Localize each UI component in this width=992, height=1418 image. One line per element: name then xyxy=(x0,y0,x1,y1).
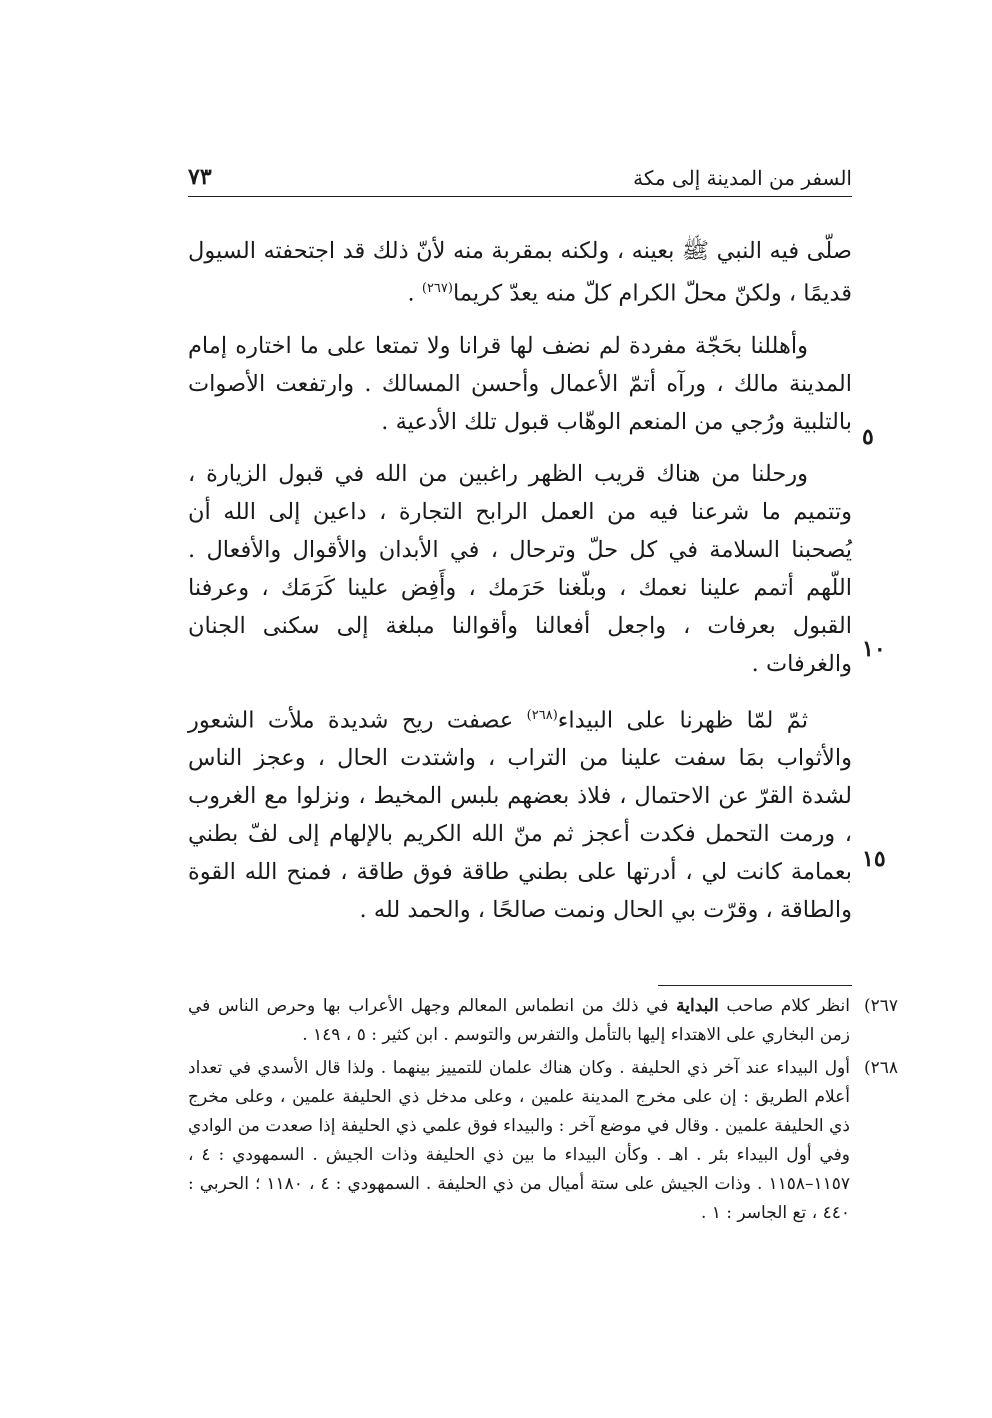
footnote xyxy=(188,992,898,1050)
paragraph: ورحلنا من هناك قريب الظهر راغبين من الله في قبول الزيارة ، وتتميم ما شرعنا فيه من العمل الرابح التجارة ، داعين إلى الله أن يُصحبنا السلامة في كل حلّ وترحال ، في الأبدان والأقوال والأفعال . اللّهم أتمم علينا نعمك ، وبلّغنا حَرَمك ، وأَفِض علينا كَرَمَك ، وعرفنا القبول بعرفات ، واجعل أفعالنا وأقوالنا مبلغة إلى سكنى الجنان والغرفات . xyxy=(188,460,852,677)
paragraph-text: . xyxy=(407,280,422,307)
footnote-ref: (٢٦٧) xyxy=(421,281,453,296)
footnote-text xyxy=(188,992,850,1050)
footnote-number: ٢٦٨) xyxy=(863,1058,898,1078)
footnote-text: أول البيداء عند آخر ذي الحليفة . وكان هناك علمان للتمييز بينهما . ولذا قال الأسدي في تعداد أعلام الطريق : إن على مخرج المدينة علمين ، وعلى مدخل ذي الحليفة علمين ، وعلى مخرج ذي الحليفة علمين . وقال في موضع آخر : والبيداء فوق علمي ذي الحليفة إذا صعدت من الوادي وفي أول البيداء بئر . اهـ . وكأن البيداء ما بين ذي الحليفة وذات الجيش . السمهودي : ٤ ، ١١٥٧–١١٥٨ . وذات الجيش على ستة أميال من ذي الحليفة . السمهودي : ٤ ، ١١٨٠ ؛ الحربي : ٤٤٠ ، تع الجاسر : ١ . xyxy=(188,1058,851,1223)
footnotes xyxy=(188,992,898,1232)
line-number: ٥ xyxy=(862,424,874,450)
paragraph xyxy=(188,232,852,313)
line-number: ١٥ xyxy=(862,846,886,872)
page-number: ٧٣ xyxy=(188,164,212,190)
footnote-text-part: في ذلك من انطماس المعالم وجهل الأعراب بها وحرص الناس في زمن البخاري على الاهتداء إليها بالتأمل والتفرس والتوسم . ابن كثير : ٥ ، ١٤٩ . xyxy=(188,996,850,1045)
footnote xyxy=(188,1054,898,1228)
paragraph xyxy=(188,697,852,930)
footnote-separator xyxy=(658,985,852,986)
footnote-ref: (٢٦٨) xyxy=(526,707,558,723)
paragraph: وأهللنا بحَجّة مفردة لم نضف لها قرانا ولا تمتعا على ما اختاره إمام المدينة مالك ، ورآه أتمّ الأعمال وأحسن المسالك . وارتفعت الأصوات بالتلبية ورُجي من المنعم الوهّاب قبول تلك الأدعية . xyxy=(188,332,852,435)
running-title: السفر من المدينة إلى مكة xyxy=(633,166,852,190)
line-number: ١٠ xyxy=(862,636,886,662)
footnote-text-part: انظر كلام صاحب xyxy=(718,996,850,1016)
main-text xyxy=(188,232,852,943)
page-header xyxy=(188,160,852,197)
paragraph-text: ثمّ لمّا ظهرنا على البيداء xyxy=(557,707,808,733)
paragraph-text: صلّى فيه النبي ﷺ بعينه ، ولكنه بمقربة منه لأنّ ذلك قد اجتحفته السيول قديمًا ، ولكنّ محلّ الكرام كلّ منه يعدّ كريما xyxy=(188,238,852,307)
book-title: البداية xyxy=(676,996,719,1016)
paragraph-text: عصفت ريح شديدة ملأت الشعور والأثواب بمَا سفت علينا من التراب ، واشتدت الحال ، وعجز الناس لشدة القرّ عن الاحتمال ، فلاذ بعضهم بلبس المخيط ، ونزلوا مع الغروب ، ورمت التحمل فكدت أعجز ثم منّ الله الكريم بالإلهام إلى لفّ بطني بعمامة كانت لي ، أدرتها على بطني طاقة فوق طاقة ، فمنح الله القوة والطاقة ، وقرّت بي الحال ونمت صالحًا ، والحمد لله . xyxy=(188,707,852,923)
footnote-number: ٢٦٧) xyxy=(863,996,898,1016)
